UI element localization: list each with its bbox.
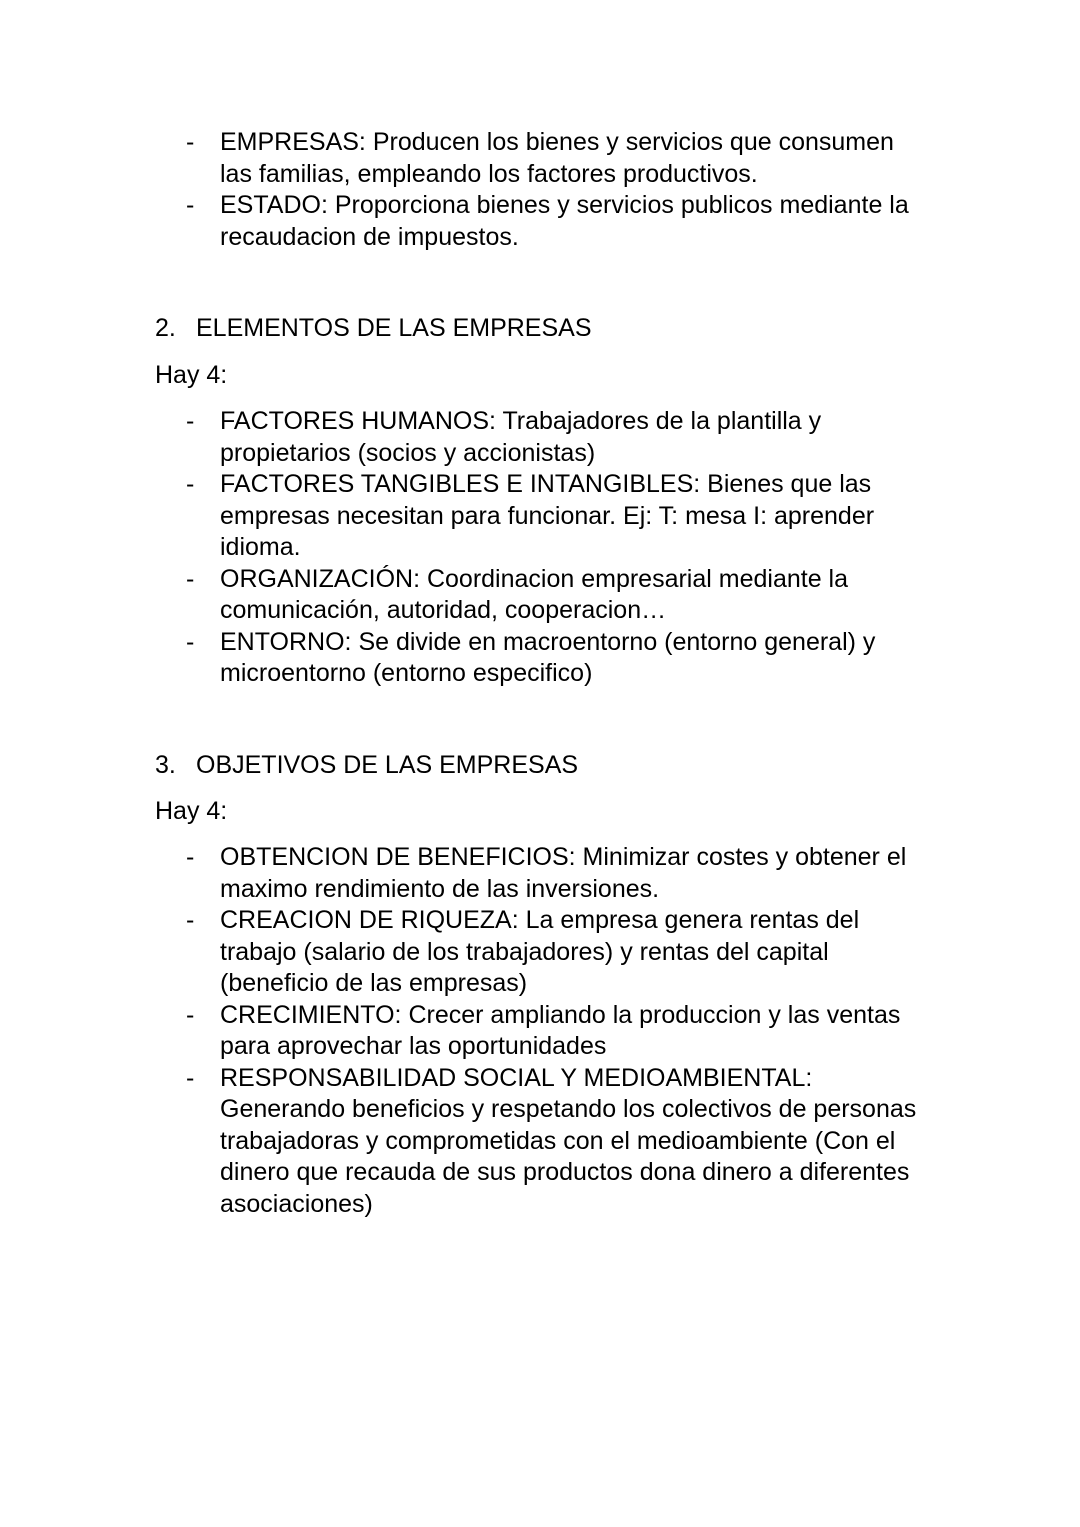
list-item [0, 842, 1080, 905]
list-item [0, 406, 1080, 469]
section1-list [0, 127, 1080, 253]
list-item-text: FACTORES TANGIBLES E INTANGIBLES: Bienes que las empresas necesitan para funcionar. Ej: T: mesa I: aprender idioma. [220, 470, 875, 561]
bullet-dash: - [186, 564, 195, 593]
bullet-dash: - [186, 407, 195, 435]
bullet-dash: - [186, 843, 195, 871]
list-item [0, 127, 1080, 190]
list-item [0, 627, 1080, 690]
list-item-text: OBTENCION DE BENEFICIOS: Minimizar costes y obtener el maximo rendimiento de las inversiones. [220, 843, 907, 903]
list-item-text: ENTORNO: Se divide en macroentorno (entorno general) y microentorno (entorno especifico) [220, 627, 876, 687]
section3-title: OBJETIVOS DE LAS EMPRESAS [196, 751, 579, 779]
list-item [0, 1063, 1080, 1221]
list-item-text: CRECIMIENTO: Crecer ampliando la produccion y las ventas para aprovechar las oportunidades [220, 1000, 901, 1060]
section2-heading [155, 313, 592, 345]
list-item [0, 190, 1080, 253]
list-item [0, 564, 1080, 627]
bullet-dash: - [186, 627, 195, 656]
list-item-text: ORGANIZACIÓN: Coordinacion empresarial mediante la comunicación, autoridad, cooperacion… [220, 564, 849, 624]
list-item-text: RESPONSABILIDAD SOCIAL Y MEDIOAMBIENTAL: Generando beneficios y respetando los colectivos de personas trabajadoras y comprometidas con el medioambiente (Con el dinero que recauda de sus productos dona dinero a diferentes asociaciones) [220, 1063, 917, 1218]
section2-title: ELEMENTOS DE LAS EMPRESAS [196, 314, 592, 342]
section2-number: 2. [155, 314, 176, 342]
list-item-text: CREACION DE RIQUEZA: La empresa genera rentas del trabajo (salario de los trabajadores) y rentas del capital (beneficio de las empresas) [220, 906, 860, 997]
list-item [0, 905, 1080, 1000]
section3-intro: Hay 4: [155, 797, 228, 825]
bullet-dash: - [186, 1063, 195, 1092]
list-item-text: ESTADO: Proporciona bienes y servicios publicos mediante la recaudacion de impuestos. [220, 191, 909, 251]
bullet-dash: - [186, 191, 195, 219]
bullet-dash: - [186, 1000, 195, 1029]
list-item-text: FACTORES HUMANOS: Trabajadores de la plantilla y propietarios (socios y accionistas) [220, 407, 822, 467]
list-item-text: EMPRESAS: Producen los bienes y servicios que consumen las familias, empleando los factores productivos. [220, 128, 894, 188]
bullet-dash: - [186, 906, 195, 934]
section3-list [0, 842, 1080, 1220]
section2-list [0, 406, 1080, 690]
section3-number: 3. [155, 751, 176, 779]
section2-intro: Hay 4: [155, 361, 228, 389]
bullet-dash: - [186, 470, 195, 498]
list-item [0, 469, 1080, 564]
section3-heading [155, 750, 578, 782]
list-item [0, 1000, 1080, 1063]
bullet-dash: - [186, 128, 195, 156]
